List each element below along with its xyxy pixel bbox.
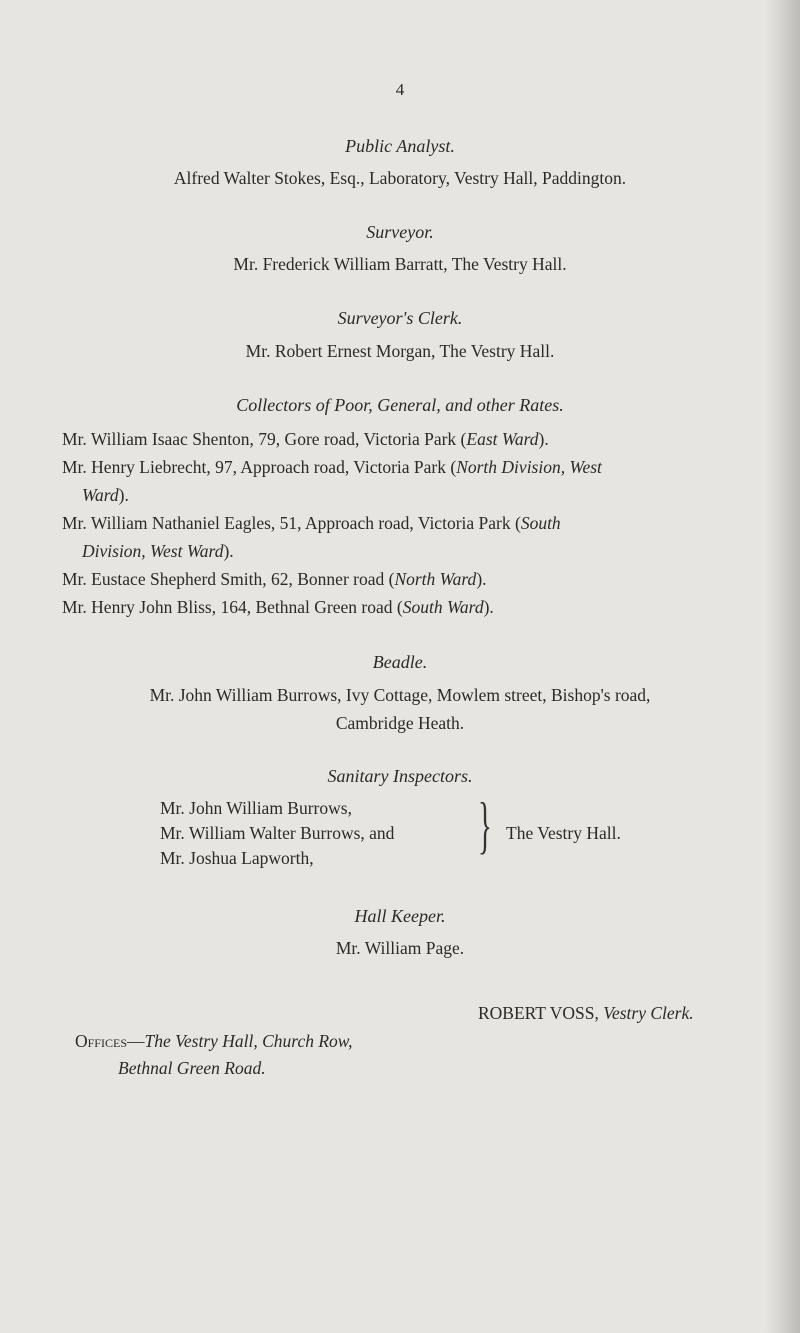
collector-entry: Mr. Henry Liebrecht, 97, Approach road, Victoria Park (North Division, West: [62, 457, 602, 477]
offices-line-continued: Bethnal Green Road.: [118, 1058, 266, 1078]
collector-entry: Mr. William Isaac Shenton, 79, Gore road, Victoria Park (East Ward).: [62, 429, 549, 449]
beadle-line: Mr. John William Burrows, Ivy Cottage, Mowlem street, Bishop's road,: [149, 685, 651, 705]
surveyor-line: Mr. Frederick William Barratt, The Vestry Hall.: [233, 254, 567, 274]
public-analyst-line: Alfred Walter Stokes, Esq., Laboratory, Vestry Hall, Paddington.: [173, 168, 627, 188]
collector-entry-continued: Division, West Ward).: [82, 541, 234, 561]
collector-entry: Mr. Henry John Bliss, 164, Bethnal Green road (South Ward).: [62, 597, 494, 617]
sanitary-inspectors-location: The Vestry Hall.: [506, 823, 621, 843]
surveyors-clerk-heading: Surveyor's Clerk.: [337, 308, 463, 328]
sanitary-inspectors-heading: Sanitary Inspectors.: [327, 766, 473, 786]
signature: [478, 1003, 694, 1024]
collector-entry: Mr. Eustace Shepherd Smith, 62, Bonner road (North Ward).: [62, 569, 487, 589]
collector-entry-continued: Ward).: [82, 485, 129, 505]
signature-name: ROBERT VOSS,: [478, 1003, 599, 1023]
collectors-heading: Collectors of Poor, General, and other Rates.: [236, 395, 564, 415]
offices-line: Offices—The Vestry Hall, Church Row,: [75, 1031, 353, 1051]
sanitary-inspector-name: Mr. Joshua Lapworth,: [160, 848, 314, 868]
collector-entry: Mr. William Nathaniel Eagles, 51, Approach road, Victoria Park (South: [62, 513, 561, 533]
public-analyst-heading: Public Analyst.: [345, 136, 455, 156]
brace-symbol: }: [478, 789, 492, 860]
hall-keeper-line: Mr. William Page.: [335, 938, 465, 958]
sanitary-inspector-name: Mr. John William Burrows,: [160, 798, 352, 818]
beadle-line-continued: Cambridge Heath.: [335, 713, 465, 733]
offices-label: Offices: [75, 1031, 127, 1051]
sanitary-inspector-name: Mr. William Walter Burrows, and: [160, 823, 395, 843]
surveyors-clerk-line: Mr. Robert Ernest Morgan, The Vestry Hall.: [245, 341, 555, 361]
signature-title: Vestry Clerk.: [603, 1003, 694, 1023]
page-number: 4: [395, 80, 405, 99]
surveyor-heading: Surveyor.: [366, 222, 434, 242]
hall-keeper-heading: Hall Keeper.: [354, 906, 446, 926]
beadle-heading: Beadle.: [372, 652, 428, 672]
